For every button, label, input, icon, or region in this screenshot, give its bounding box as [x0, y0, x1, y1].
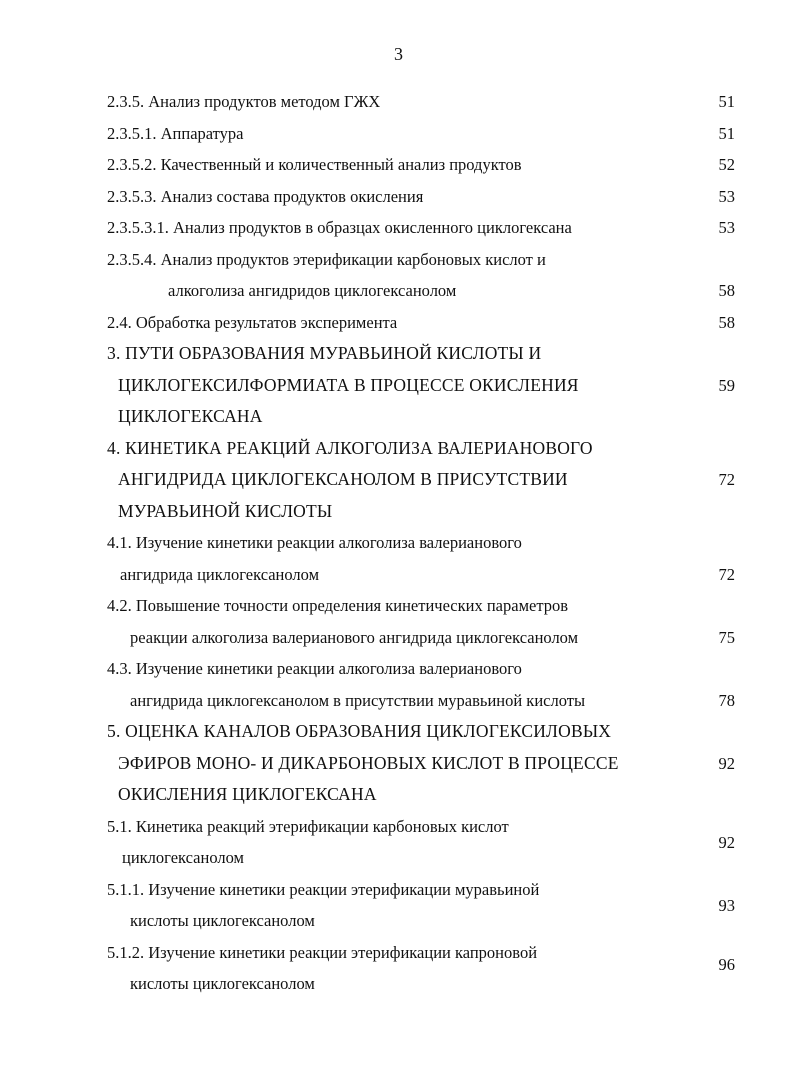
toc-entry-title-continuation: ангидрида циклогексанолом	[120, 564, 320, 584]
toc-page-number: 58	[718, 312, 735, 332]
toc-entry-title: 2.4. Обработка результатов эксперимента	[107, 312, 398, 332]
table-of-contents	[0, 86, 797, 1000]
toc-entry-title-continuation: кислоты циклогексанолом	[130, 911, 315, 930]
toc-entry-title: 2.3.5.3. Анализ состава продуктов окисления	[107, 186, 424, 206]
toc-entry-title-continuation: циклогексанолом	[122, 848, 244, 867]
toc-entry-title: 2.3.5.3.1. Анализ продуктов в образцах окисленного циклогексана	[107, 218, 572, 237]
toc-entry-title: 4.2. Повышение точности определения кинетических параметров	[107, 596, 569, 615]
toc-entry-title: 3. ПУТИ ОБРАЗОВАНИЯ МУРАВЬИНОЙ КИСЛОТЫ И	[107, 343, 542, 363]
toc-entry-title-continuation: ЦИКЛОГЕКСАНА	[118, 406, 263, 426]
toc-entry-2-3-5-3	[0, 181, 797, 213]
toc-entry-title-continuation: ОКИСЛЕНИЯ ЦИКЛОГЕКСАНА	[118, 784, 377, 804]
toc-page-number: 58	[718, 281, 735, 300]
toc-page-number: 75	[718, 627, 735, 647]
toc-entry-title-continuation: МУРАВЬИНОЙ КИСЛОТЫ	[118, 500, 333, 521]
toc-page-number: 53	[718, 186, 735, 206]
toc-entry-title: 5.1.2. Изучение кинетики реакции этерификации капроновой	[107, 942, 538, 962]
toc-entry-title-continuation: реакции алкоголиза валерианового ангидрида циклогексанолом	[130, 627, 579, 647]
toc-entry-4-2	[0, 590, 797, 653]
toc-entry-5-1	[0, 811, 797, 874]
toc-page-number: 51	[718, 123, 735, 143]
page-number: 3	[394, 44, 403, 64]
toc-entry-title-continuation: ангидрида циклогексанолом в присутствии муравьиной кислоты	[130, 690, 586, 710]
toc-entry-title-continuation: АНГИДРИДА ЦИКЛОГЕКСАНОЛОМ В ПРИСУТСТВИИ	[118, 469, 568, 489]
toc-entry-2-3-5-4	[0, 244, 797, 307]
toc-entry-4	[0, 433, 797, 528]
toc-entry-2-3-5	[0, 86, 797, 118]
toc-entry-title-continuation: ЦИКЛОГЕКСИЛФОРМИАТА В ПРОЦЕССЕ ОКИСЛЕНИЯ	[118, 374, 579, 395]
toc-entry-title-continuation: ЭФИРОВ МОНО- И ДИКАРБОНОВЫХ КИСЛОТ В ПРОЦЕССЕ	[118, 752, 619, 773]
toc-page-number: 51	[718, 92, 735, 111]
toc-entry-title: 2.3.5. Анализ продуктов методом ГЖХ	[107, 92, 381, 111]
toc-entry-4-3	[0, 653, 797, 716]
toc-page-number: 93	[718, 895, 735, 915]
toc-entry-title: 4.3. Изучение кинетики реакции алкоголиза валерианового	[107, 659, 522, 678]
toc-page-number: 92	[718, 832, 735, 852]
toc-entry-title: 2.3.5.2. Качественный и количественный анализ продуктов	[107, 155, 522, 174]
toc-entry-2-4	[0, 307, 797, 339]
toc-entry-title: 4. КИНЕТИКА РЕАКЦИЙ АЛКОГОЛИЗА ВАЛЕРИАНОВОГО	[107, 437, 593, 458]
toc-entry-5	[0, 716, 797, 811]
toc-entry-5-1-2	[0, 937, 797, 1000]
toc-entry-title: 5.1. Кинетика реакций этерификации карбоновых кислот	[107, 816, 509, 836]
toc-entry-3	[0, 338, 797, 433]
toc-page-number: 59	[718, 375, 735, 395]
toc-entry-title: 4.1. Изучение кинетики реакции алкоголиза валерианового	[107, 533, 522, 552]
toc-page-number: 92	[718, 753, 735, 773]
toc-entry-title-continuation: кислоты циклогексанолом	[130, 974, 315, 993]
toc-entry-title-continuation: алкоголиза ангидридов циклогексанолом	[168, 281, 457, 300]
toc-page-number: 72	[718, 470, 735, 489]
toc-entry-5-1-1	[0, 874, 797, 937]
toc-entry-title: 5.1.1. Изучение кинетики реакции этерификации муравьиной	[107, 879, 540, 899]
toc-entry-2-3-5-2	[0, 149, 797, 181]
toc-page-number: 52	[718, 155, 735, 174]
toc-entry-title: 5. ОЦЕНКА КАНАЛОВ ОБРАЗОВАНИЯ ЦИКЛОГЕКСИЛОВЫХ	[107, 721, 612, 741]
toc-page-number: 96	[718, 954, 735, 974]
toc-page-number: 72	[718, 564, 735, 584]
toc-entry-title: 2.3.5.1. Аппаратура	[107, 123, 244, 143]
toc-entry-2-3-5-1	[0, 118, 797, 150]
toc-entry-4-1	[0, 527, 797, 590]
toc-page-number: 78	[718, 690, 735, 710]
toc-page-number: 53	[718, 218, 735, 237]
toc-entry-2-3-5-3-1	[0, 212, 797, 244]
toc-entry-title: 2.3.5.4. Анализ продуктов этерификации карбоновых кислот и	[107, 249, 546, 269]
